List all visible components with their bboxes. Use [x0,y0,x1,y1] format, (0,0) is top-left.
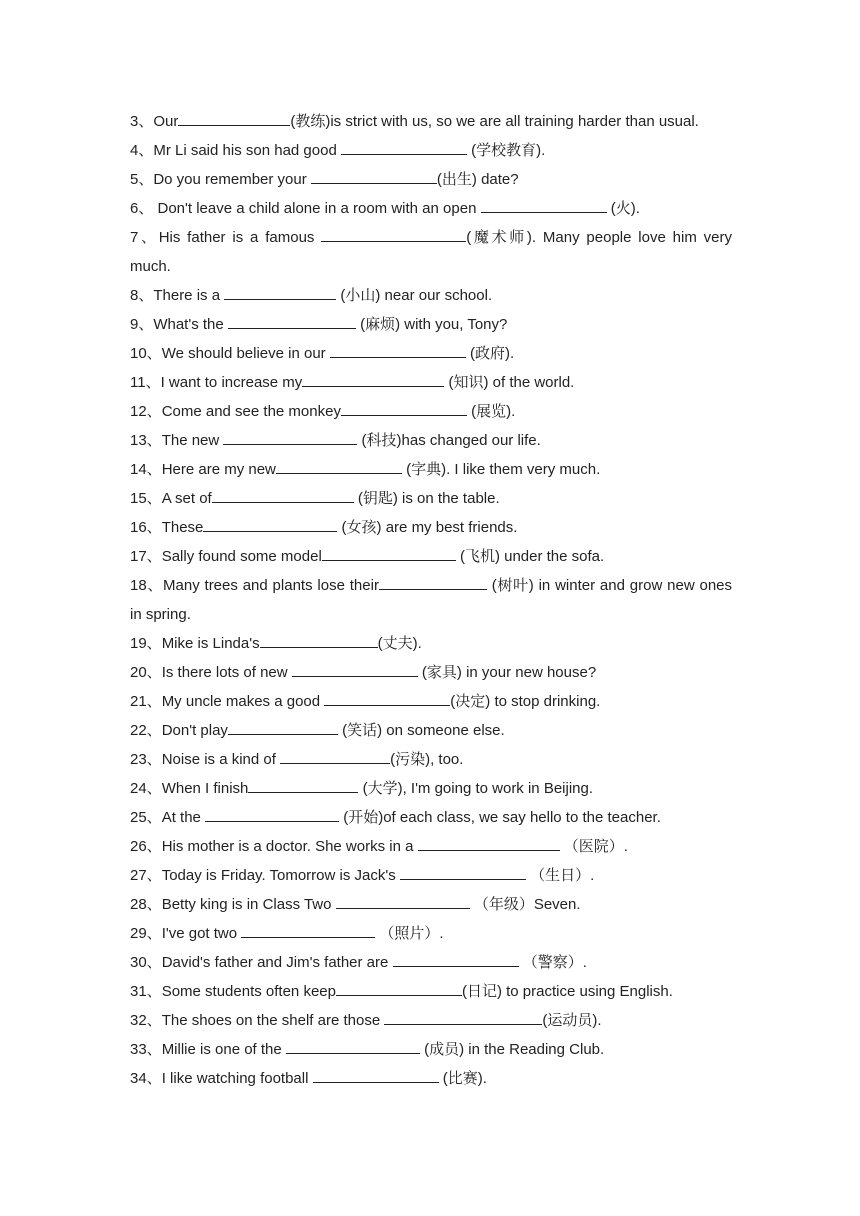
answer-blank[interactable] [336,981,462,996]
question-17 [130,542,732,571]
question-31 [130,977,732,1006]
question-4 [130,136,732,165]
question-32 [130,1006,732,1035]
question-text: (成员) in the Reading Club. [419,1041,605,1058]
answer-blank[interactable] [393,952,519,967]
answer-blank[interactable] [313,1068,439,1083]
question-number: 19、 [130,635,162,652]
answer-blank[interactable] [321,227,466,242]
question-number: 33、 [130,1041,162,1058]
question-text: Betty king is in Class Two [161,896,336,913]
answer-blank[interactable] [330,343,466,358]
question-text: (小山) near our school. [336,287,493,304]
question-number: 32、 [130,1012,162,1029]
question-text: （医院）. [559,838,628,855]
question-text: I like watching football [161,1070,313,1087]
question-text: Millie is one of the [161,1041,286,1058]
question-text: Mr Li said his son had good [153,142,341,159]
question-text: I've got two [161,925,242,942]
question-text: When I finish [161,780,249,797]
question-number: 29、 [130,925,162,942]
question-number: 13、 [130,432,162,449]
answer-blank[interactable] [379,575,487,590]
question-text: Come and see the monkey [161,403,341,420]
question-number: 14、 [130,461,162,478]
answer-blank[interactable] [223,430,357,445]
answer-blank[interactable] [228,720,338,735]
question-text: （年级）Seven. [469,896,581,913]
question-18 [130,571,732,629]
question-number: 7、 [130,229,159,246]
question-30 [130,948,732,977]
question-33 [130,1035,732,1064]
question-text: (丈夫). [377,635,422,652]
question-text: The new [161,432,224,449]
answer-blank[interactable] [260,633,378,648]
question-20 [130,658,732,687]
question-number: 25、 [130,809,162,826]
question-text: (科技)has changed our life. [357,432,541,449]
question-22 [130,716,732,745]
question-number: 27、 [130,867,162,884]
question-5 [130,165,732,194]
answer-blank[interactable] [224,285,336,300]
question-number: 8、 [130,287,154,304]
question-number: 31、 [130,983,162,1000]
question-13 [130,426,732,455]
question-27 [130,861,732,890]
question-text: (女孩) are my best friends. [337,519,518,536]
question-text: At the [161,809,206,826]
question-text: A set of [161,490,212,507]
question-29 [130,919,732,948]
question-text: Today is Friday. Tomorrow is Jack's [161,867,400,884]
answer-blank[interactable] [203,517,337,532]
answer-blank[interactable] [228,314,356,329]
question-number: 15、 [130,490,162,507]
question-text: (字典). I like them very much. [401,461,601,478]
question-9 [130,310,732,339]
answer-blank[interactable] [286,1039,420,1054]
question-text: (日记) to practice using English. [461,983,673,1000]
question-text: (麻烦) with you, Tony? [355,316,508,333]
answer-blank[interactable] [311,169,437,184]
answer-blank[interactable] [292,662,418,677]
question-text: Mike is Linda's [161,635,260,652]
question-text: Sally found some model [161,548,322,565]
question-text: (开始)of each class, we say hello to the teacher. [339,809,661,826]
question-number: 4、 [130,142,154,159]
question-text: (笑话) on someone else. [337,722,505,739]
question-text: David's father and Jim's father are [161,954,393,971]
answer-blank[interactable] [280,749,390,764]
question-text: Do you remember your [153,171,311,188]
answer-blank[interactable] [322,546,456,561]
question-text: (魔术师). Many people love him very much. [130,229,732,275]
question-28 [130,890,732,919]
question-text: His father is a famous [158,229,322,246]
question-text: Some students often keep [161,983,336,1000]
question-number: 11、 [130,374,161,391]
question-16 [130,513,732,542]
answer-blank[interactable] [418,836,560,851]
answer-blank[interactable] [324,691,450,706]
question-14 [130,455,732,484]
question-text: (污染), too. [390,751,464,768]
question-text: These [161,519,204,536]
question-number: 3、 [130,113,154,130]
question-number: 21、 [130,693,162,710]
question-text: (展览). [466,403,516,420]
question-text: We should believe in our [161,345,330,362]
question-number: 22、 [130,722,162,739]
question-text: There is a [153,287,225,304]
question-25 [130,803,732,832]
answer-blank[interactable] [336,894,470,909]
question-text: (飞机) under the sofa. [455,548,605,565]
answer-blank[interactable] [302,372,444,387]
question-text: (钥匙) is on the table. [353,490,500,507]
question-text: (知识) of the world. [444,374,575,391]
question-7 [130,223,732,281]
question-text: What's the [153,316,228,333]
answer-blank[interactable] [205,807,339,822]
question-text: (出生) date? [436,171,519,188]
question-text: (比赛). [438,1070,487,1087]
question-number: 30、 [130,954,162,971]
worksheet [130,107,732,1093]
answer-blank[interactable] [481,198,607,213]
question-text: (政府). [465,345,515,362]
answer-blank[interactable] [276,459,402,474]
question-text: Noise is a kind of [161,751,281,768]
answer-blank[interactable] [341,401,467,416]
question-21 [130,687,732,716]
question-text: Don't play [161,722,228,739]
question-text: Our [153,113,179,130]
question-number: 20、 [130,664,162,681]
question-text: （生日）. [525,867,595,884]
question-number: 10、 [130,345,162,362]
question-number: 23、 [130,751,162,768]
question-text: (决定) to stop drinking. [450,693,601,710]
question-number: 18、 [130,577,164,594]
question-8 [130,281,732,310]
question-3 [130,107,732,136]
question-text: （照片）. [375,925,444,942]
question-10 [130,339,732,368]
question-text: The shoes on the shelf are those [161,1012,385,1029]
answer-blank[interactable] [178,111,290,126]
question-11 [130,368,732,397]
question-text: (大学), I'm going to work in Beijing. [358,780,594,797]
question-text: (火). [606,200,640,217]
question-19 [130,629,732,658]
question-text: Don't leave a child alone in a room with an open [153,200,481,217]
question-6 [130,194,732,223]
question-text: (树叶) in winter and grow new ones in spring. [130,577,733,623]
question-number: 5、 [130,171,154,188]
question-text: Is there lots of new [161,664,292,681]
answer-blank[interactable] [400,865,526,880]
question-text: Many trees and plants lose their [163,577,379,594]
question-12 [130,397,732,426]
question-number: 12、 [130,403,162,420]
question-34 [130,1064,732,1093]
question-text: His mother is a doctor. She works in a [161,838,418,855]
question-24 [130,774,732,803]
question-text: (教练)is strict with us, so we are all training harder than usual. [290,113,699,130]
question-number: 24、 [130,780,162,797]
question-text: （警察）. [518,954,587,971]
question-text: (运动员). [542,1012,602,1029]
question-number: 26、 [130,838,162,855]
question-number: 17、 [130,548,162,565]
answer-blank[interactable] [248,778,358,793]
answer-blank[interactable] [241,923,375,938]
answer-blank[interactable] [384,1010,542,1025]
answer-blank[interactable] [212,488,354,503]
question-number: 6、 [130,200,154,217]
question-number: 34、 [130,1070,162,1087]
question-23 [130,745,732,774]
question-number: 16、 [130,519,162,536]
question-text: My uncle makes a good [161,693,325,710]
question-15 [130,484,732,513]
question-number: 9、 [130,316,154,333]
question-26 [130,832,732,861]
question-text: (学校教育). [466,142,546,159]
question-text: I want to increase my [160,374,303,391]
question-text: (家具) in your new house? [417,664,597,681]
answer-blank[interactable] [341,140,467,155]
question-text: Here are my new [161,461,276,478]
question-number: 28、 [130,896,162,913]
